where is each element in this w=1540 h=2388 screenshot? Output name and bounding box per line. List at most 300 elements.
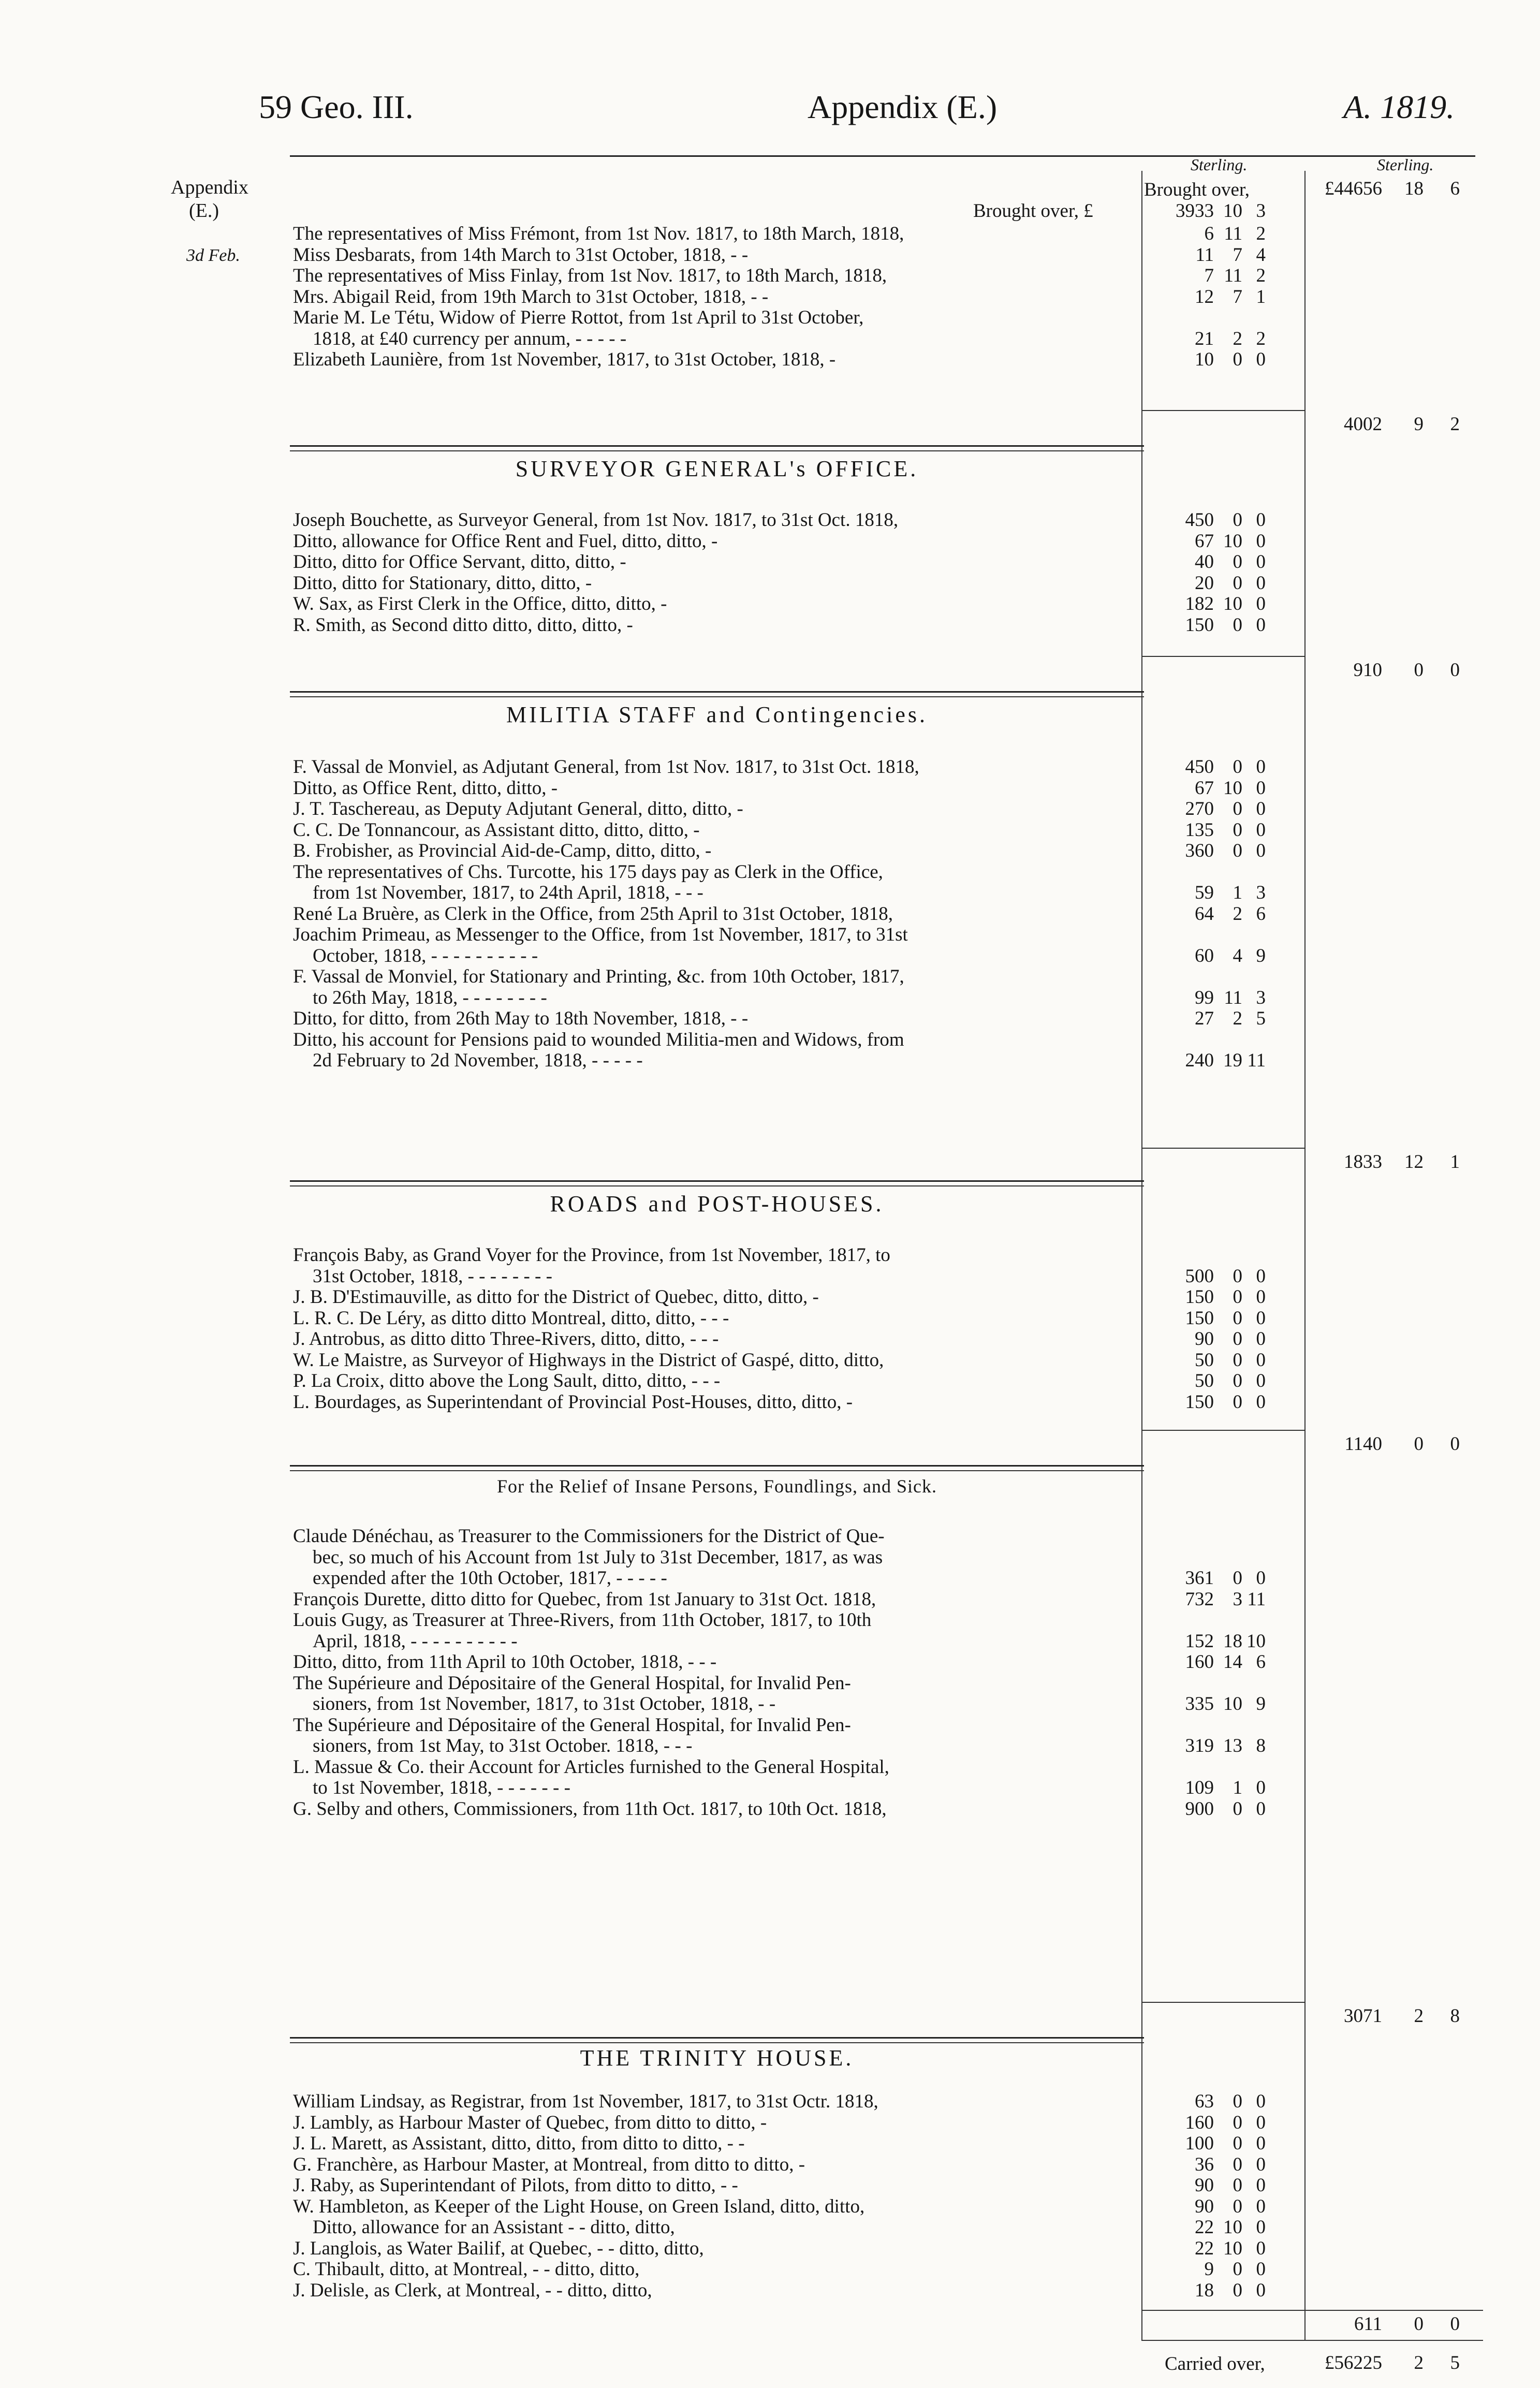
total-p: 4002 <box>1344 414 1382 435</box>
amount-p: 150 <box>1185 1307 1214 1329</box>
col2-heading: Sterling. <box>1377 155 1434 174</box>
amount-p: 182 <box>1185 593 1214 614</box>
entry-amount <box>1152 1008 1271 1029</box>
amount-s: 13 <box>1223 1735 1242 1756</box>
entry-amount <box>1152 820 1271 841</box>
entry-amount <box>1152 1694 1271 1715</box>
amount-s: 0 <box>1233 840 1242 861</box>
section-rule-thin <box>290 696 1144 697</box>
amount-d: 8 <box>1256 1735 1266 1756</box>
amount-p: 36 <box>1195 2153 1214 2175</box>
amount-s: 0 <box>1233 1391 1242 1413</box>
section-rule-thin <box>290 1470 1144 1471</box>
amount-s: 2 <box>1233 1008 1242 1029</box>
amount-d: 0 <box>1256 1777 1266 1798</box>
amount-d: 4 <box>1256 244 1266 266</box>
amount-p: 9 <box>1204 2259 1214 2280</box>
entry-amount <box>1152 1329 1271 1350</box>
entry-amount <box>1152 573 1271 594</box>
amount-s: 11 <box>1224 223 1242 244</box>
entry-amount <box>1152 224 1271 244</box>
amount-d: 0 <box>1256 1349 1266 1371</box>
amount-s: 10 <box>1223 530 1242 552</box>
amount-d: 10 <box>1246 1630 1266 1652</box>
amount-d: 11 <box>1247 1050 1266 1071</box>
entry-amount <box>1152 245 1271 266</box>
total-p: 611 <box>1354 2313 1382 2335</box>
amount-s: 0 <box>1233 2279 1242 2301</box>
amount-s: 7 <box>1233 286 1242 307</box>
section-rule <box>290 691 1144 693</box>
running-head-right: A. 1819. <box>1343 89 1455 125</box>
amount-d: 0 <box>1256 349 1266 370</box>
amount-d: 0 <box>1256 614 1266 636</box>
entry-line: Ditto, as Office Rent, ditto, ditto, - <box>293 777 558 799</box>
amount-d: 9 <box>1256 1693 1266 1715</box>
entry-line: J. Delisle, as Clerk, at Montreal, - - ditto, ditto, <box>293 2279 652 2301</box>
entry-amount <box>1152 1778 1271 1798</box>
subtotal-rule <box>1141 656 1304 657</box>
amount-d: 0 <box>1256 819 1266 841</box>
entry-amount <box>1152 1266 1271 1287</box>
amount-d: 2 <box>1256 328 1266 349</box>
amount-p: 50 <box>1195 1349 1214 1371</box>
section-title: MILITIA STAFF and Contingencies. <box>506 702 928 727</box>
total-s: 12 <box>1404 1151 1424 1173</box>
amount-p: 335 <box>1185 1693 1214 1715</box>
total-s: 0 <box>1414 2313 1424 2335</box>
entry-amount <box>1152 2155 1271 2175</box>
amount-d: 0 <box>1256 593 1266 614</box>
amount-s: 0 <box>1233 819 1242 841</box>
col1-heading: Sterling. <box>1191 155 1248 174</box>
total-p: 910 <box>1353 660 1382 681</box>
amount-s: 0 <box>1233 1328 1242 1350</box>
amount-d: 0 <box>1256 1567 1266 1589</box>
entry-line: L. R. C. De Léry, as ditto ditto Montreal, ditto, ditto, - - - <box>293 1307 729 1329</box>
entry-line: bec, so much of his Account from 1st July to 31st December, 1817, as was <box>313 1546 883 1568</box>
entry-line: 31st October, 1818, - - - - - - - - <box>313 1265 552 1287</box>
entry-line: C. Thibault, ditto, at Montreal, - - ditto, ditto, <box>293 2259 640 2280</box>
amount-p: 90 <box>1195 1328 1214 1350</box>
amount-s: 2 <box>1233 328 1242 349</box>
running-head-left: 59 Geo. III. <box>259 89 414 125</box>
brought-over-total: £44656 18 6 <box>1325 178 1460 199</box>
amount-d: 2 <box>1256 265 1266 286</box>
section-total <box>1310 1152 1486 1173</box>
amount-d: 0 <box>1256 2217 1266 2238</box>
entry-line: J. Raby, as Superintendant of Pilots, from ditto to ditto, - - <box>293 2175 738 2196</box>
amount-p: 10 <box>1195 349 1214 370</box>
amount-s: 0 <box>1233 551 1242 573</box>
amount-p: 22 <box>1195 2217 1214 2238</box>
amount-p: 64 <box>1195 903 1214 925</box>
amount-s: 14 <box>1223 1651 1242 1673</box>
amount-s: 1 <box>1233 1777 1242 1798</box>
section-rule-thin <box>290 450 1144 451</box>
entry-line: Ditto, allowance for an Assistant - - ditto, ditto, <box>313 2217 675 2238</box>
amount-s: 0 <box>1233 1798 1242 1820</box>
margin-appendix-letter: (E.) <box>189 200 219 222</box>
entry-amount <box>1152 2091 1271 2112</box>
section-rule <box>290 445 1144 447</box>
entry-amount <box>1152 510 1271 531</box>
amount-s: 0 <box>1233 509 1242 531</box>
entry-line: W. Hambleton, as Keeper of the Light House, on Green Island, ditto, ditto, <box>293 2195 865 2217</box>
carried-over-rule <box>1141 2340 1483 2341</box>
amount-p: 450 <box>1185 756 1214 778</box>
entry-line: April, 1818, - - - - - - - - - - <box>313 1630 518 1652</box>
amount-s: 0 <box>1233 614 1242 636</box>
entry-line: J. Langlois, as Water Bailif, at Quebec, - - ditto, ditto, <box>293 2237 704 2259</box>
section-total <box>1310 2314 1486 2335</box>
amount-d: 0 <box>1256 2175 1266 2196</box>
entry-amount <box>1152 552 1271 573</box>
amount-s: 11 <box>1224 987 1242 1008</box>
entry-amount <box>1152 883 1271 903</box>
entry-line: 1818, at £40 currency per annum, - - - - - <box>313 328 627 349</box>
entry-line: to 1st November, 1818, - - - - - - - <box>313 1777 570 1798</box>
entry-amount <box>1152 841 1271 861</box>
total-s: 0 <box>1414 1433 1424 1455</box>
amount-p: 67 <box>1195 777 1214 799</box>
subtotal-rule <box>1141 1430 1304 1431</box>
section-total <box>1310 660 1486 681</box>
amount-p: 6 <box>1204 223 1214 244</box>
amount-s: 0 <box>1233 2195 1242 2217</box>
entry-amount <box>1152 904 1271 925</box>
amount-s: 10 <box>1223 593 1242 614</box>
amount-d: 1 <box>1256 286 1266 307</box>
amount-d: 0 <box>1256 2153 1266 2175</box>
amount-p: 7 <box>1204 265 1214 286</box>
amount-p: 900 <box>1185 1798 1214 1820</box>
col1-subheading: Brought over, <box>1144 179 1250 200</box>
entry-line: Claude Dénéchau, as Treasurer to the Commissioners for the District of Que- <box>293 1526 885 1547</box>
entry-amount <box>1152 988 1271 1008</box>
amount-s: 7 <box>1233 244 1242 266</box>
margin-appendix: Appendix <box>171 177 248 198</box>
entry-amount <box>1152 1371 1271 1391</box>
amount-s: 0 <box>1233 349 1242 370</box>
section-rule <box>290 1180 1144 1182</box>
entry-amount <box>1152 531 1271 552</box>
amount-d: 0 <box>1256 777 1266 799</box>
amount-s: 10 <box>1223 777 1242 799</box>
amount-p: 160 <box>1185 2112 1214 2133</box>
total-d: 8 <box>1450 2005 1460 2027</box>
section-title: THE TRINITY HOUSE. <box>580 2045 854 2071</box>
entry-amount <box>1152 799 1271 819</box>
section-title: For the Relief of Insane Persons, Foundlings, and Sick. <box>497 1476 937 1497</box>
entry-line: Ditto, ditto, from 11th April to 10th October, 1818, - - - <box>293 1651 717 1673</box>
amount-s: 0 <box>1233 2259 1242 2280</box>
amount-p: 12 <box>1195 286 1214 307</box>
entry-line: L. Bourdages, as Superintendant of Provincial Post-Houses, ditto, ditto, - <box>293 1391 853 1413</box>
amount-s: 10 <box>1223 2237 1242 2259</box>
subtotal-rule <box>1141 410 1304 411</box>
entry-line: R. Smith, as Second ditto ditto, ditto, ditto, - <box>293 614 633 636</box>
amount-d: 0 <box>1256 1798 1266 1820</box>
entry-line: F. Vassal de Monviel, as Adjutant General, from 1st Nov. 1817, to 31st Oct. 1818, <box>293 756 919 778</box>
entry-amount <box>1152 2196 1271 2217</box>
amount-d: 0 <box>1256 2195 1266 2217</box>
amount-p: 21 <box>1195 328 1214 349</box>
entry-line: Elizabeth Launière, from 1st November, 1817, to 31st October, 1818, - <box>293 349 836 370</box>
entry-line: Louis Gugy, as Treasurer at Three-Rivers, from 11th October, 1817, to 10th <box>293 1609 872 1631</box>
amount-d: 0 <box>1256 798 1266 819</box>
amount-s: 0 <box>1233 1286 1242 1308</box>
amount-p: 90 <box>1195 2195 1214 2217</box>
amount-p: 67 <box>1195 530 1214 552</box>
amount-s: 1 <box>1233 882 1242 903</box>
amount-p: 360 <box>1185 840 1214 861</box>
total-p: 3071 <box>1344 2005 1382 2027</box>
entry-line: W. Le Maistre, as Surveyor of Highways in the District of Gaspé, ditto, ditto, <box>293 1349 884 1371</box>
amount-d: 0 <box>1256 572 1266 594</box>
amount-s: 0 <box>1233 2133 1242 2154</box>
entry-amount <box>1152 594 1271 614</box>
entry-line: W. Sax, as First Clerk in the Office, ditto, ditto, - <box>293 593 667 614</box>
entry-amount <box>1152 1736 1271 1756</box>
entry-line: The representatives of Chs. Turcotte, his 175 days pay as Clerk in the Office, <box>293 861 883 883</box>
entry-line: J. Lambly, as Harbour Master of Quebec, from ditto to ditto, - <box>293 2112 767 2133</box>
amount-d: 9 <box>1256 945 1266 966</box>
entry-line: The representatives of Miss Frémont, from 1st Nov. 1817, to 18th March, 1818, <box>293 223 904 244</box>
amount-d: 6 <box>1256 903 1266 925</box>
subtotal-rule <box>1141 2310 1304 2311</box>
entry-line: J. T. Taschereau, as Deputy Adjutant General, ditto, ditto, - <box>293 798 743 819</box>
entry-amount <box>1152 1050 1271 1071</box>
total-p: 1140 <box>1344 1433 1382 1455</box>
amount-s: 0 <box>1233 798 1242 819</box>
entry-line: L. Massue & Co. their Account for Articles furnished to the General Hospital, <box>293 1756 889 1778</box>
entry-line: 2d February to 2d November, 1818, - - - - - <box>313 1050 643 1071</box>
amount-d: 0 <box>1256 840 1266 861</box>
section-rule <box>290 2037 1144 2039</box>
entry-amount <box>1152 2175 1271 2196</box>
amount-p: 59 <box>1195 882 1214 903</box>
total-s: 9 <box>1414 414 1424 435</box>
margin-date: 3d Feb. <box>186 246 240 265</box>
entry-line: sioners, from 1st November, 1817, to 31st October, 1818, - - <box>313 1693 776 1715</box>
amount-d: 0 <box>1256 551 1266 573</box>
entry-line: Ditto, ditto for Stationary, ditto, ditto, - <box>293 572 592 594</box>
subtotal-rule <box>1141 2002 1304 2003</box>
section-rule-thin <box>290 2042 1144 2043</box>
entry-amount <box>1152 2280 1271 2301</box>
amount-p: 63 <box>1195 2091 1214 2112</box>
entry-amount <box>1152 1350 1271 1371</box>
amount-d: 2 <box>1256 223 1266 244</box>
amount-d: 0 <box>1256 2112 1266 2133</box>
amount-d: 0 <box>1256 509 1266 531</box>
entry-amount <box>1152 2238 1271 2259</box>
section-total <box>1310 2006 1486 2027</box>
entry-amount <box>1152 778 1271 799</box>
amount-p: 450 <box>1185 509 1214 531</box>
amount-d: 0 <box>1256 1328 1266 1350</box>
amount-p: 319 <box>1185 1735 1214 1756</box>
amount-p: 361 <box>1185 1567 1214 1589</box>
total-d: 2 <box>1450 414 1460 435</box>
col1-left-rule <box>1141 171 1142 2340</box>
entry-line: Ditto, ditto for Office Servant, ditto, ditto, - <box>293 551 626 573</box>
entry-line: expended after the 10th October, 1817, - - - - - <box>313 1567 667 1589</box>
total-p: 1833 <box>1344 1151 1382 1173</box>
entry-line: G. Selby and others, Commissioners, from 11th Oct. 1817, to 10th Oct. 1818, <box>293 1798 887 1820</box>
amount-p: 100 <box>1185 2133 1214 2154</box>
entry-line: The Supérieure and Dépositaire of the General Hospital, for Invalid Pen- <box>293 1672 851 1694</box>
section-rule-thin <box>290 1185 1144 1186</box>
amount-p: 150 <box>1185 1286 1214 1308</box>
entry-line: René La Bruère, as Clerk in the Office, from 25th April to 31st October, 1818, <box>293 903 893 925</box>
amount-p: 500 <box>1185 1265 1214 1287</box>
amount-s: 11 <box>1224 265 1242 286</box>
entry-amount <box>1152 1568 1271 1589</box>
entry-amount <box>1152 2217 1271 2238</box>
entry-amount <box>1152 1652 1271 1673</box>
entry-line: J. L. Marett, as Assistant, ditto, ditto, from ditto to ditto, - - <box>293 2133 745 2154</box>
total-d: 0 <box>1450 1433 1460 1455</box>
entry-line: Ditto, his account for Pensions paid to wounded Militia-men and Widows, from <box>293 1029 904 1050</box>
amount-p: 60 <box>1195 945 1214 966</box>
amount-d: 0 <box>1256 2133 1266 2154</box>
section-total <box>1310 1434 1486 1455</box>
entry-line: October, 1818, - - - - - - - - - - <box>313 945 538 966</box>
entry-line: to 26th May, 1818, - - - - - - - - <box>313 987 547 1008</box>
amount-p: 50 <box>1195 1370 1214 1391</box>
amount-s: 3 <box>1233 1588 1242 1610</box>
entry-line: B. Frobisher, as Provincial Aid-de-Camp, ditto, ditto, - <box>293 840 712 861</box>
entry-amount <box>1152 287 1271 307</box>
amount-p: 18 <box>1195 2279 1214 2301</box>
amount-d: 0 <box>1256 530 1266 552</box>
amount-d: 0 <box>1256 2237 1266 2259</box>
entry-line: Marie M. Le Tétu, Widow of Pierre Rottot, from 1st April to 31st October, <box>293 307 864 328</box>
entry-line: William Lindsay, as Registrar, from 1st November, 1817, to 31st Octr. 1818, <box>293 2091 878 2112</box>
amount-s: 0 <box>1233 1307 1242 1329</box>
entry-amount <box>1152 1799 1271 1820</box>
amount-s: 0 <box>1233 1349 1242 1371</box>
amount-d: 0 <box>1256 1265 1266 1287</box>
amount-s: 0 <box>1233 2153 1242 2175</box>
total-s: 0 <box>1414 660 1424 681</box>
entry-line: J. B. D'Estimauville, as ditto for the District of Quebec, ditto, ditto, - <box>293 1286 819 1308</box>
amount-d: 0 <box>1256 1286 1266 1308</box>
section-total <box>1310 414 1486 435</box>
entry-amount <box>1152 2113 1271 2133</box>
amount-p: 90 <box>1195 2175 1214 2196</box>
amount-p: 20 <box>1195 572 1214 594</box>
entry-amount <box>1152 1589 1271 1610</box>
header-rule <box>290 155 1475 157</box>
amount-d: 3 <box>1256 882 1266 903</box>
entry-line: Mrs. Abigail Reid, from 19th March to 31st October, 1818, - - <box>293 286 769 307</box>
entry-amount <box>1152 266 1271 286</box>
entry-line: François Durette, ditto ditto for Quebec, from 1st January to 31st Oct. 1818, <box>293 1588 876 1610</box>
carried-over-total: £56225 2 5 <box>1325 2352 1460 2374</box>
amount-d: 0 <box>1256 2259 1266 2280</box>
total-d: 0 <box>1450 660 1460 681</box>
amount-s: 0 <box>1233 756 1242 778</box>
entry-line: F. Vassal de Monviel, for Stationary and Printing, &c. from 10th October, 1817, <box>293 966 904 987</box>
amount-s: 0 <box>1233 1265 1242 1287</box>
amount-p: 152 <box>1185 1630 1214 1652</box>
entry-amount <box>1152 1631 1271 1652</box>
amount-s: 0 <box>1233 572 1242 594</box>
amount-d: 6 <box>1256 1651 1266 1673</box>
total-d: 0 <box>1450 2313 1460 2335</box>
entry-amount <box>1152 1308 1271 1329</box>
brought-over-col1: 3933 10 3 <box>1176 200 1266 222</box>
entry-amount <box>1152 946 1271 966</box>
entry-line: Miss Desbarats, from 14th March to 31st October, 1818, - - <box>293 244 749 266</box>
amount-p: 270 <box>1185 798 1214 819</box>
amount-d: 0 <box>1256 1370 1266 1391</box>
entry-line: J. Antrobus, as ditto ditto Three-Rivers, ditto, ditto, - - - <box>293 1328 719 1350</box>
amount-d: 0 <box>1256 1391 1266 1413</box>
amount-s: 18 <box>1223 1630 1242 1652</box>
amount-d: 3 <box>1256 987 1266 1008</box>
total-d: 1 <box>1450 1151 1460 1173</box>
amount-p: 27 <box>1195 1008 1214 1029</box>
entry-line: François Baby, as Grand Voyer for the Province, from 1st November, 1817, to <box>293 1244 890 1266</box>
amount-s: 10 <box>1223 2217 1242 2238</box>
entry-line: The representatives of Miss Finlay, from 1st Nov. 1817, to 18th March, 1818, <box>293 265 887 286</box>
amount-p: 240 <box>1185 1050 1214 1071</box>
amount-s: 0 <box>1233 1370 1242 1391</box>
final-total-rule <box>1304 2310 1483 2311</box>
amount-d: 11 <box>1247 1588 1266 1610</box>
amount-p: 160 <box>1185 1651 1214 1673</box>
entry-amount <box>1152 349 1271 370</box>
amount-p: 135 <box>1185 819 1214 841</box>
entry-line: Ditto, for ditto, from 26th May to 18th November, 1818, - - <box>293 1008 749 1029</box>
amount-p: 150 <box>1185 614 1214 636</box>
total-s: 2 <box>1414 2005 1424 2027</box>
amount-d: 0 <box>1256 2091 1266 2112</box>
amount-d: 0 <box>1256 756 1266 778</box>
entry-line: from 1st November, 1817, to 24th April, 1818, - - - <box>313 882 703 903</box>
brought-over-label: Brought over, £ <box>973 200 1093 222</box>
entry-amount <box>1152 1287 1271 1308</box>
entry-amount <box>1152 615 1271 636</box>
amount-p: 99 <box>1195 987 1214 1008</box>
amount-p: 150 <box>1185 1391 1214 1413</box>
col1-right-rule <box>1304 171 1306 2340</box>
amount-p: 732 <box>1185 1588 1214 1610</box>
amount-s: 4 <box>1233 945 1242 966</box>
amount-s: 0 <box>1233 2091 1242 2112</box>
entry-line: The Supérieure and Dépositaire of the General Hospital, for Invalid Pen- <box>293 1714 851 1736</box>
amount-p: 11 <box>1195 244 1214 266</box>
amount-s: 10 <box>1223 1693 1242 1715</box>
carried-over-label: Carried over, <box>1165 2353 1265 2375</box>
amount-d: 5 <box>1256 1008 1266 1029</box>
section-title: SURVEYOR GENERAL's OFFICE. <box>515 456 919 481</box>
entry-line: C. C. De Tonnancour, as Assistant ditto, ditto, ditto, - <box>293 819 700 841</box>
entry-line: sioners, from 1st May, to 31st October. 1818, - - - <box>313 1735 693 1756</box>
amount-s: 0 <box>1233 2175 1242 2196</box>
entry-amount <box>1152 2259 1271 2280</box>
amount-s: 0 <box>1233 1567 1242 1589</box>
entry-amount <box>1152 329 1271 349</box>
entry-line: Joseph Bouchette, as Surveyor General, from 1st Nov. 1817, to 31st Oct. 1818, <box>293 509 899 531</box>
entry-line: Joachim Primeau, as Messenger to the Office, from 1st November, 1817, to 31st <box>293 924 908 945</box>
amount-p: 40 <box>1195 551 1214 573</box>
amount-s: 19 <box>1223 1050 1242 1071</box>
